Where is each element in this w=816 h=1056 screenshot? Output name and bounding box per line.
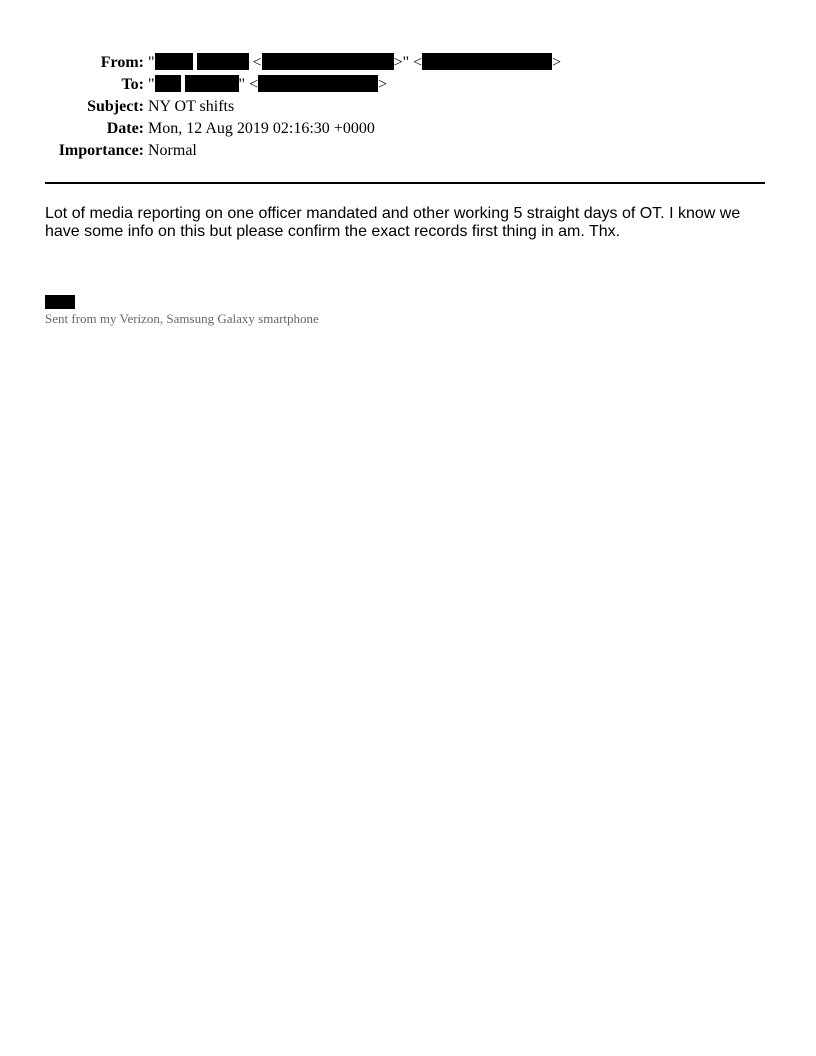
email-body: Lot of media reporting on one officer mandated and other working 5 straight days of OT. I know we have some info on this but please confirm the exact records first thing in am. Thx. [45, 205, 741, 240]
email-header [0, 52, 816, 162]
redaction-block [155, 53, 193, 70]
subject-value: NY OT shifts [148, 98, 235, 115]
redaction-block [197, 53, 249, 70]
date-label: Date: [106, 120, 144, 137]
redaction-block [422, 53, 552, 70]
importance-label: Importance: [58, 142, 144, 159]
quote-mark: " [148, 54, 155, 71]
gt-mark: > [378, 76, 388, 93]
date-value: Mon, 12 Aug 2019 02:16:30 +0000 [148, 120, 375, 137]
importance-value: Normal [148, 142, 197, 159]
to-value [148, 74, 387, 96]
redaction-block [155, 75, 181, 92]
redaction-block [258, 75, 378, 92]
redaction-block [45, 295, 75, 309]
from-label: From: [100, 54, 144, 71]
to-row [0, 74, 816, 96]
redaction-block [262, 53, 394, 70]
subject-row [0, 96, 816, 118]
from-value [148, 52, 561, 74]
to-label: To: [121, 76, 144, 93]
separator-mark: >" < [393, 54, 423, 71]
from-row [0, 52, 816, 74]
subject-label: Subject: [87, 98, 144, 115]
separator-mark: " < [238, 76, 259, 93]
importance-row [0, 140, 816, 162]
quote-mark: " [148, 76, 155, 93]
email-signature: Sent from my Verizon, Samsung Galaxy smartphone [45, 311, 319, 326]
gt-mark: > [552, 54, 562, 71]
redaction-block [185, 75, 239, 92]
lt-mark: < [252, 54, 262, 71]
date-row [0, 118, 816, 140]
header-divider [45, 182, 765, 184]
